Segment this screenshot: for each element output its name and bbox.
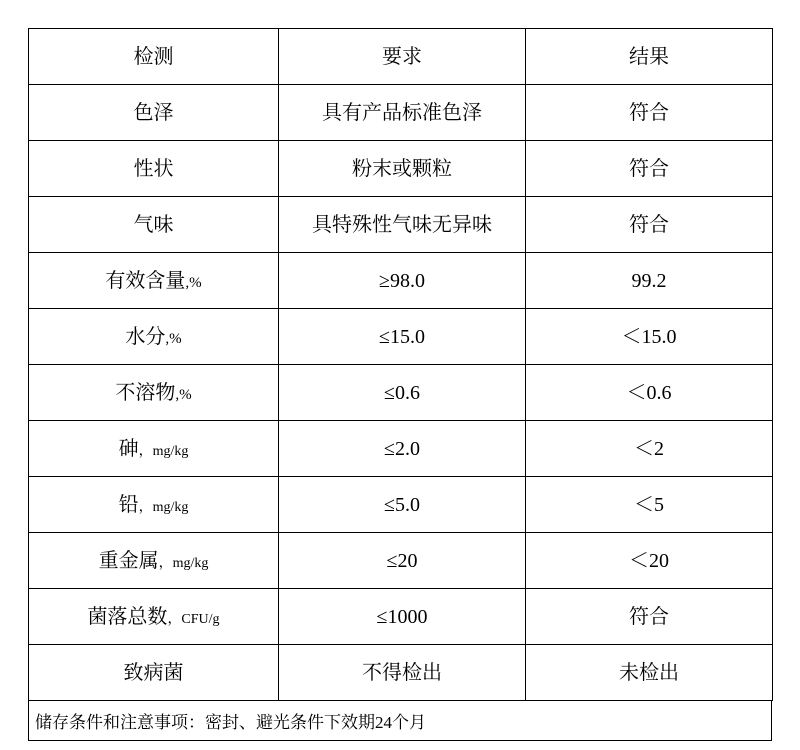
cell-result: 符合 — [526, 197, 773, 253]
cell-item — [29, 477, 279, 533]
specification-table — [28, 28, 773, 701]
table-row — [29, 589, 773, 645]
item-unit: ,% — [165, 330, 182, 347]
item-unit: ，CFU/g — [167, 611, 220, 627]
table-row — [29, 533, 773, 589]
cell-requirement: ≤5.0 — [279, 477, 526, 533]
column-header-result: 结果 — [526, 29, 773, 85]
cell-result: ＜5 — [526, 477, 773, 533]
cell-requirement: 具有产品标准色泽 — [279, 85, 526, 141]
item-name: 致病菌 — [123, 661, 184, 684]
table-row — [29, 421, 773, 477]
table-row — [29, 477, 773, 533]
table-row — [29, 253, 773, 309]
cell-requirement: ≥98.0 — [279, 253, 526, 309]
cell-item — [29, 197, 279, 253]
cell-item — [29, 253, 279, 309]
column-header-requirement: 要求 — [279, 29, 526, 85]
cell-requirement: ≤15.0 — [279, 309, 526, 365]
item-name: 性状 — [133, 157, 174, 180]
item-name: 气味 — [133, 213, 174, 236]
cell-result: ＜0.6 — [526, 365, 773, 421]
cell-result: 未检出 — [526, 645, 773, 701]
item-name: 铅 — [118, 493, 139, 516]
cell-item — [29, 365, 279, 421]
cell-item — [29, 589, 279, 645]
cell-result: ＜2 — [526, 421, 773, 477]
cell-item — [29, 421, 279, 477]
cell-requirement: 不得检出 — [279, 645, 526, 701]
storage-note: 储存条件和注意事项：密封、避光条件下效期24个月 — [28, 701, 772, 741]
item-unit: ，mg/kg — [138, 443, 189, 459]
table-row — [29, 141, 773, 197]
item-unit: ，mg/kg — [138, 499, 189, 515]
column-header-item: 检测 — [29, 29, 279, 85]
item-name: 砷 — [118, 437, 139, 460]
cell-requirement: ≤2.0 — [279, 421, 526, 477]
cell-result: 符合 — [526, 85, 773, 141]
item-unit: ，mg/kg — [158, 555, 209, 571]
cell-result: ＜20 — [526, 533, 773, 589]
item-name: 重金属 — [98, 549, 159, 572]
table-row — [29, 309, 773, 365]
item-unit: ,% — [175, 386, 192, 403]
table-row — [29, 197, 773, 253]
cell-requirement: ≤20 — [279, 533, 526, 589]
cell-requirement: ≤0.6 — [279, 365, 526, 421]
cell-item — [29, 141, 279, 197]
cell-result: ＜15.0 — [526, 309, 773, 365]
cell-requirement: 粉末或颗粒 — [279, 141, 526, 197]
cell-result: 99.2 — [526, 253, 773, 309]
cell-item — [29, 309, 279, 365]
table-row — [29, 85, 773, 141]
item-name: 不溶物 — [115, 381, 176, 404]
table-row — [29, 365, 773, 421]
table-row — [29, 645, 773, 701]
cell-item — [29, 533, 279, 589]
item-unit: ,% — [185, 274, 202, 291]
item-name: 水分 — [125, 325, 166, 348]
cell-item — [29, 85, 279, 141]
cell-result: 符合 — [526, 141, 773, 197]
item-name: 有效含量 — [105, 269, 186, 292]
cell-requirement: 具特殊性气味无异味 — [279, 197, 526, 253]
cell-requirement: ≤1000 — [279, 589, 526, 645]
item-name: 色泽 — [133, 101, 174, 124]
table-header-row — [29, 29, 773, 85]
item-name: 菌落总数 — [87, 605, 168, 628]
cell-item — [29, 645, 279, 701]
cell-result: 符合 — [526, 589, 773, 645]
